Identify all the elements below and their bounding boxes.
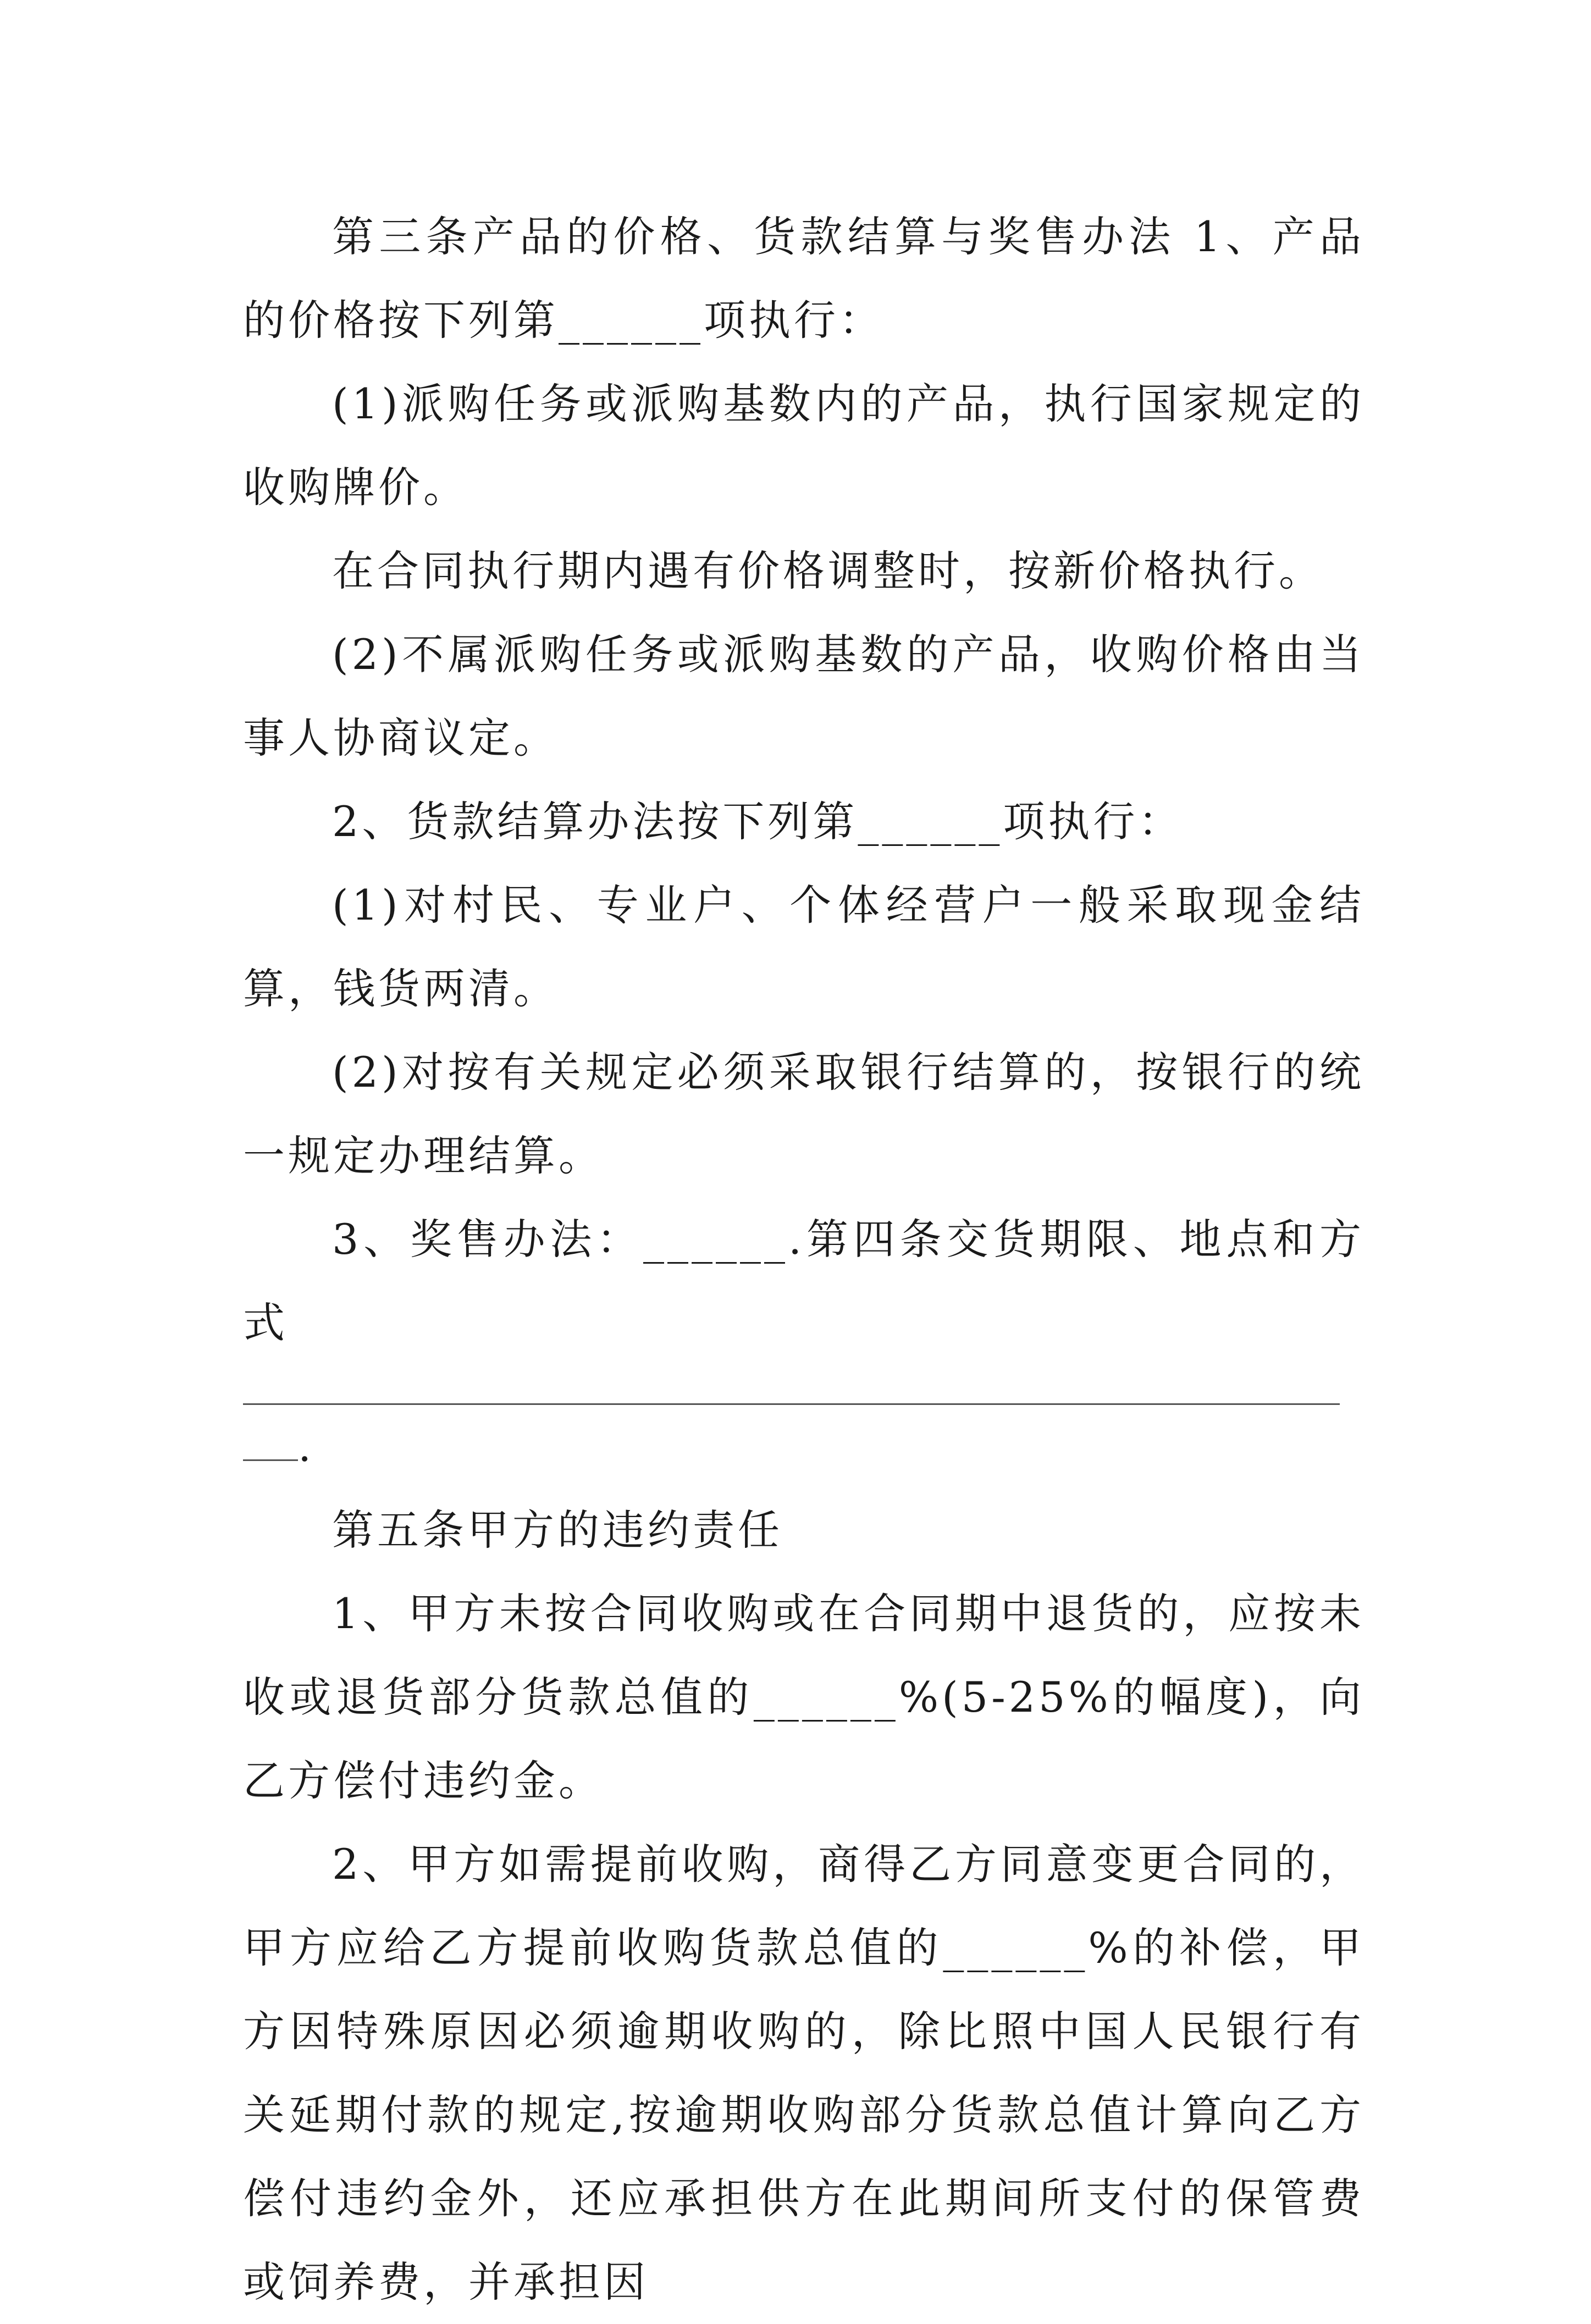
blank-underline-short — [243, 1426, 298, 1461]
trailing-period: . — [298, 1422, 312, 1471]
paragraph-settlement-item-2: (2)对按有关规定必须采取银行结算的，按银行的统一规定办理结算。 — [243, 1048, 1364, 1180]
blank-fill-line-end — [243, 1405, 1364, 1489]
paragraph-breach-item-1: 1、甲方未按合同收购或在合同期中退货的，应按未收或退货部分货款总值的______%(5-25%的幅度)，向乙方偿付违约金。 — [243, 1589, 1364, 1805]
paragraph-bonus-sales: 3、奖售办法：______.第四条交货期限、地点和方式 — [243, 1215, 1364, 1347]
paragraph-article-3-title: 第三条产品的价格、货款结算与奖售办法 1、产品的价格按下列第______项执行： — [243, 212, 1364, 345]
document-page — [243, 195, 1364, 2324]
paragraph-price-item-1: (1)派购任务或派购基数内的产品，执行国家规定的收购牌价。 — [243, 379, 1364, 512]
paragraph-settlement-item-1: (1)对村民、专业户、个体经营户一般采取现金结算，钱货两清。 — [243, 881, 1364, 1013]
paragraph-breach-item-2: 2、甲方如需提前收购，商得乙方同意变更合同的，甲方应给乙方提前收购货款总值的______%的补偿，甲方因特殊原因必须逾期收购的，除比照中国人民银行有关延期付款的规定,按逾期收购部分货款总值计算向乙方偿付违约金外，还应承担供方在此期间所支付的保管费或饲养费，并承担因 — [243, 1840, 1364, 2306]
paragraph-settlement-method: 2、货款结算办法按下列第______项执行： — [332, 797, 1184, 846]
paragraph-price-adjustment: 在合同执行期内遇有价格调整时，按新价格执行。 — [332, 546, 1324, 595]
paragraph-price-item-2: (2)不属派购任务或派购基数的产品，收购价格由当事人协商议定。 — [243, 630, 1364, 762]
paragraph-article-5-title: 第五条甲方的违约责任 — [332, 1506, 783, 1554]
